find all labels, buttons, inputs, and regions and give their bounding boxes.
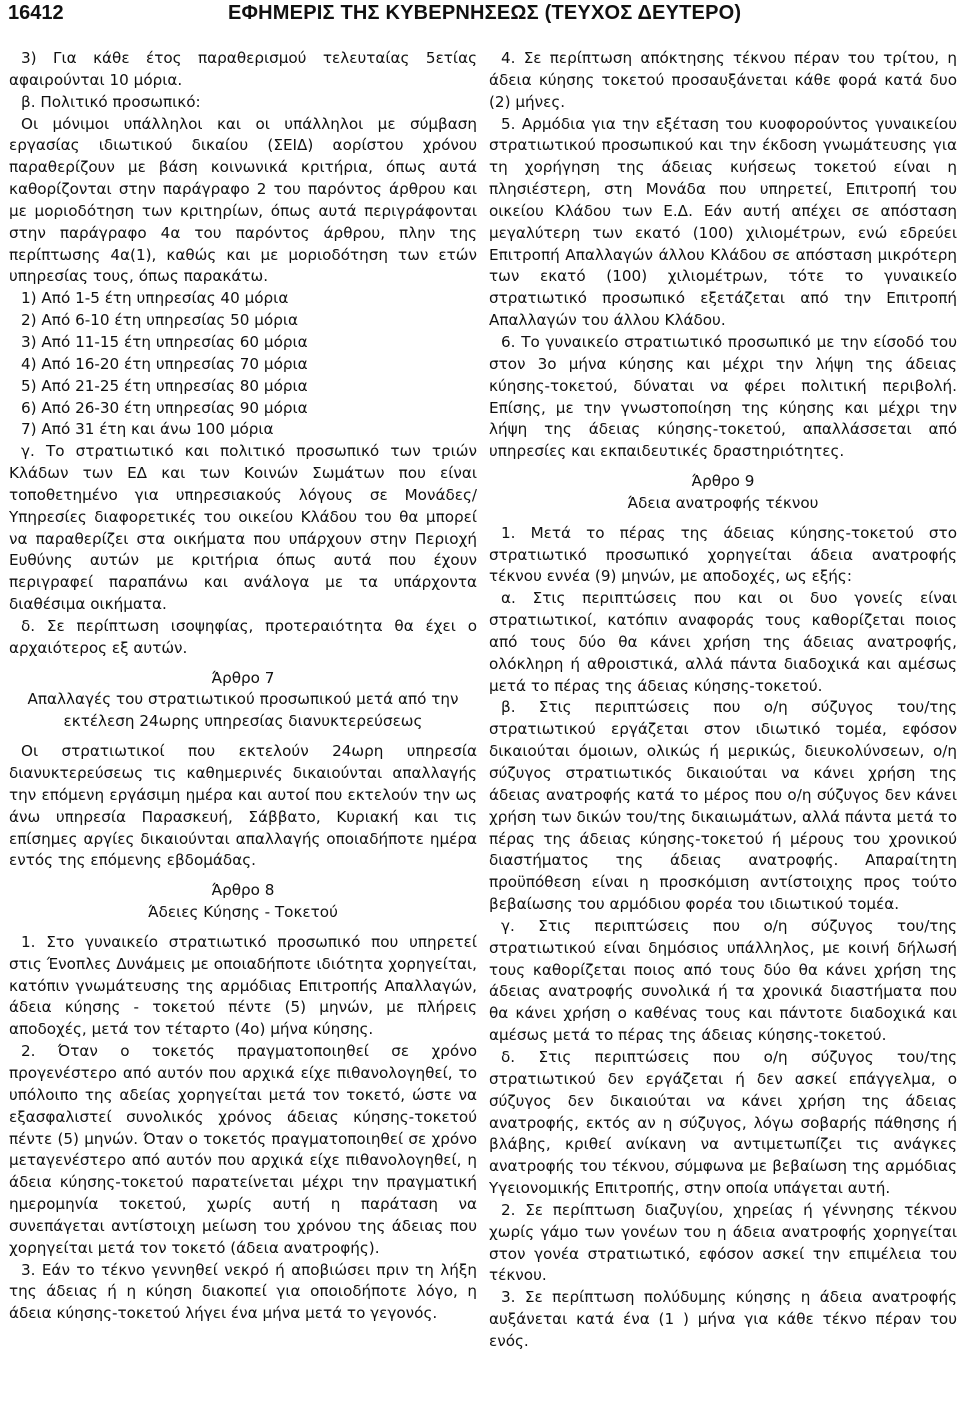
service-years-item: 6) Από 26-30 έτη υπηρεσίας 90 μόρια (21, 398, 308, 417)
paragraph-a3: 3) Για κάθε έτος παραθερισμού τελευταίας 5ετίας αφαιρούνται 10 μόρια. (9, 49, 477, 89)
service-years-item: 1) Από 1-5 έτη υπηρεσίας 40 μόρια (21, 289, 289, 308)
article-9-paragraph-3: 3. Σε περίπτωση πολύδυμης κύησης η άδεια ανατροφής αυξάνεται κατά ένα (1 ) μήνα για κάθε τέκνο πέραν του ενός. (489, 1288, 957, 1350)
article-8-paragraph-1: 1. Στο γυναικείο στρατιωτικό προσωπικό που υπηρετεί στις Ένοπλες Δυνάμεις με οποιαδήποτε ιδιότητα χορηγείται, κατόπιν γνωμάτευσης της αρμόδιας Επιτροπής Απαλλαγών, άδεια κύησης - τοκετού πέντε (5) μηνών, με πλήρεις αποδοχές, μετά τον τέταρτο (4ο) μήνα κύησης. (9, 932, 477, 1039)
article-8-paragraph-2: 2. Όταν ο τοκετός πραγματοποιηθεί σε χρόνο προγενέστερο από αυτόν που αρχικά είχε πιθανολογηθεί, το υπόλοιπο της αδείας χορηγείται μετά τον τοκετό, ώστε να εξασφαλιστεί συνολικός χρόνος άδειας κύησης-τοκετού πέντε (5) μηνών. Όταν ο τοκετός πραγματοποιηθεί σε χρόνο μεταγενέστερο από αυτόν που αρχικά είχε πιθανολογηθεί, η άδεια κύησης-τοκετού παρατείνεται μέχρι την πραγματική ημερομηνία τοκετού, χωρίς αυτή η παράταση να συνεπάγεται αντίστοιχη μείωση του χρόνου της άδειας που χορηγείται μετά τον τοκετό (άδεια ανατροφής). (9, 1042, 477, 1257)
right-column (489, 48, 957, 1353)
service-years-item: 2) Από 6-10 έτη υπηρεσίας 50 μόρια (21, 311, 298, 330)
service-years-item: 5) Από 21-25 έτη υπηρεσίας 80 μόρια (21, 376, 308, 395)
paragraph-b-title: β. Πολιτικό προσωπικό: (21, 92, 201, 111)
article-8-paragraph-6: 6. Το γυναικείο στρατιωτικό προσωπικό με την είσοδό του στον 3ο μήνα κύησης και μέχρι την λήψη της άδειας κύησης-τοκετού, δύναται να φέρει πολιτική περιβολή. Επίσης, με την γνωστοποίηση της κύησης και μέχρι την λήψη της άδειας κύησης-τοκετού, απαλλάσσεται από υπηρεσίες και εκπαιδευτικές δραστηριότητες. (489, 332, 957, 461)
article-9-paragraph-g: γ. Στις περιπτώσεις που ο/η σύζυγος του/της στρατιωτικού είναι δημόσιος υπάλληλος, με κοινή δήλωσή τους καθορίζεται ποιος από τους δύο θα κάνει χρήση της άδειας ανατροφής συνολικά ή τα χρονικά διαστήματα που θα κάνει χρήση ο καθένας τους και πάντοτε διαδοχικά και αμέσως μετά το πέρας της άδειας κύησης-τοκετού. (489, 916, 957, 1045)
article-7-title: Απαλλαγές του στρατιωτικού προσωπικού μετά από την εκτέλεση 24ωρης υπηρεσίας διανυκτερεύσεως (27, 690, 459, 731)
paragraph-d: δ. Σε περίπτωση ισοψηφίας, προτεραιότητα θα έχει ο αρχαιότερος εξ αυτών. (9, 616, 477, 657)
article-8-paragraph-3: 3. Εάν το τέκνο γεννηθεί νεκρό ή αποβιώσει πριν τη λήξη της άδειας ή η κύηση διακοπεί για οποιοδήποτε λόγο, η άδεια κύησης-τοκετού λήγει ένα μήνα μετά το γεγονός. (9, 1260, 477, 1323)
paragraph-g: γ. Το στρατιωτικό και πολιτικό προσωπικό των τριών Κλάδων των ΕΔ και των Κοινών Σωμάτων που είναι τοποθετημένο για υπηρεσιακούς λόγους σε Μονάδες/Υπηρεσίες διαφορετικές του οικείου Κλάδου του θα μπορεί να παραθερίζει στα οικήματα που υπάρχουν στην Περιοχή Ευθύνης αυτών με κριτήρια όπως αυτά που έχουν περιγραφεί παραπάνω και ανάλογα με τα υπάρχοντα διαθέσιμα οικήματα. (9, 442, 477, 614)
left-column (9, 48, 477, 1325)
article-7-body: Οι στρατιωτικοί που εκτελούν 24ωρη υπηρεσία διανυκτερεύσεως τις καθημερινές δικαιούνται απαλλαγής την επόμενη εργάσιμη ημέρα και αυτοί που εκτελούν την ως άνω υπηρεσία Παρασκευή, Σάββατο, Κυριακή και τις επίσημες αργίες δικαιούνται απαλλαγής οποιαδήποτε ημέρα εντός της επόμενης εβδομάδας. (9, 742, 477, 870)
article-8-heading: Άρθρο 8 (211, 881, 275, 900)
article-9-heading: Άρθρο 9 (691, 472, 755, 491)
journal-title: ΕΦΗΜΕΡΙΣ ΤΗΣ ΚΥΒΕΡΝΗΣΕΩΣ (ΤΕΥΧΟΣ ΔΕΥΤΕΡΟ) (228, 2, 742, 24)
page-number: 16412 (8, 2, 64, 24)
service-years-item: 7) Από 31 έτη και άνω 100 μόρια (21, 420, 274, 439)
article-9-paragraph-a: α. Στις περιπτώσεις που και οι δυο γονείς είναι στρατιωτικοί, κατόπιν αναφοράς τους καθορίζεται ποιος από τους δύο θα κάνει χρήση της άδειας ανατροφής, ολόκληρη ή αθροιστικά, αλλά πάντα διαδοχικά και αμέσως μετά το πέρας της άδειας κύησης-τοκετού. (489, 589, 957, 695)
article-8-paragraph-4: 4. Σε περίπτωση απόκτησης τέκνου πέραν του τρίτου, η άδεια κύησης τοκετού προσαυξάνεται κάθε φορά κατά δυο (2) μήνες. (489, 49, 957, 111)
article-8-paragraph-5: 5. Αρμόδια για την εξέταση του κυοφορούντος γυναικείου στρατιωτικού προσωπικού και την έκδοση γνωμάτευσης για τη χορήγηση της άδειας κυήσεως τοκετού είναι η πλησιέστερη, στη Μονάδα που υπηρετεί, Επιτροπή του οικείου Κλάδου των Ε.Δ. Εάν αυτή απέχει σε απόσταση μεγαλύτερη των εκατό (100) χιλιομέτρων, ενώ εδρεύει Επιτροπή Απαλλαγών άλλου Κλάδου σε απόσταση μικρότερη των εκατό (100) χιλιομέτρων, τότε το γυναικείο στρατιωτικό προσωπικό εξετάζεται από την Επιτροπή Απαλλαγών του άλλου Κλάδου. (489, 114, 957, 330)
article-9-paragraph-1: 1. Μετά το πέρας της άδειας κύησης-τοκετού στο στρατιωτικό προσωπικό χορηγείται άδεια ανατροφής τέκνου εννέα (9) μηνών, με αποδοχές, ως εξής: (489, 523, 957, 586)
article-9-paragraph-2: 2. Σε περίπτωση διαζυγίου, χηρείας ή γέννησης τέκνου χωρίς γάμο των γονέων του η άδεια ανατροφής χορηγείται στον γονέα στρατιωτικό, εφόσον ασκεί την επιμέλεια του τέκνου. (489, 1200, 957, 1285)
article-9-title: Άδεια ανατροφής τέκνου (627, 493, 819, 512)
service-years-item: 4) Από 16-20 έτη υπηρεσίας 70 μόρια (21, 354, 308, 373)
paragraph-b-body: Οι μόνιμοι υπάλληλοι και οι υπάλληλοι με σύμβαση εργασίας ιδιωτικού δικαίου (ΣΕΙΔ) αορίστου χρόνου παραθερίζουν με βάση κοινωνικά κριτήρια, όπως αυτά καθορίζονται στην παράγραφο 2 του παρόντος άρθρου και με μοριοδότηση των κριτηρίων, όπως αυτά περιγράφονται στην παράγραφο 4α του παρόντος άρθρου, πλην της περίπτωσης 4α(1), καθώς και με μοριοδότηση των ετών υπηρεσίας τους, όπως παρακάτω. (9, 114, 477, 286)
service-years-item: 3) Από 11-15 έτη υπηρεσίας 60 μόρια (21, 332, 308, 351)
article-9-paragraph-d: δ. Στις περιπτώσεις που ο/η σύζυγος του/της στρατιωτικού δεν εργάζεται ή δεν ασκεί επάγγελμα, ο σύζυγος δεν δικαιούται να κάνει χρήση της άδειας ανατροφής, εκτός αν η σύζυγος, λόγω σοβαρής πάθησης ή βλάβης, κριθεί ανίκανη να αντιμετωπίζει τις ανάγκες ανατροφής του τέκνου, σύμφωνα με βεβαίωση της αρμόδιας Υγειονομικής Επιτροπής, στην οποία υπάγεται αυτή. (489, 1047, 957, 1198)
article-8-title: Άδειες Κύησης - Τοκετού (148, 903, 338, 922)
article-9-paragraph-b: β. Στις περιπτώσεις που ο/η σύζυγος του/της στρατιωτικού εργάζεται στον ιδιωτικό τομέα, εφόσον δικαιούται όμοιων, ολικώς ή μερικώς, διευκολύνσεων, ο/η σύζυγος στρατιωτικός δικαιούται να κάνει χρήση της άδειας ανατροφής κατά το μέρος που ο/η σύζυγος δεν κάνει χρήση των δικών του/της δικαιωμάτων, αλλά πάντα μετά το πέρας της άδειας κύησης-τοκετού ή μέρους του χρονικού διαστήματος της άδειας ανατροφής. Απαραίτητη προϋπόθεση είναι η προσκόμιση αντίστοιχης προς τούτο βεβαίωσης του αρμόδιου φορέα του ιδιωτικού τομέα. (489, 698, 957, 914)
article-7-heading: Άρθρο 7 (211, 668, 275, 687)
page-header (0, 0, 960, 30)
